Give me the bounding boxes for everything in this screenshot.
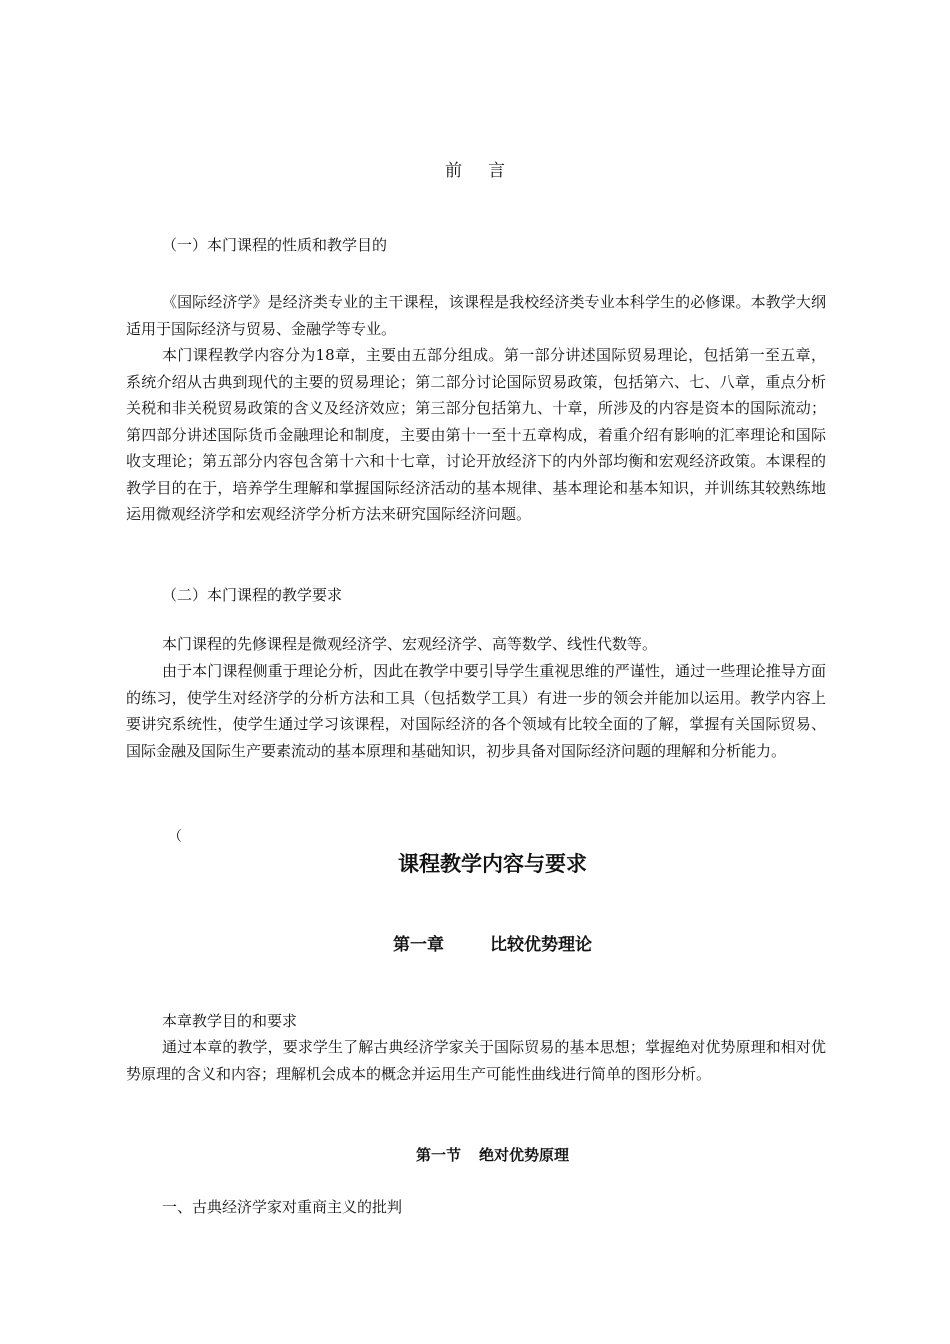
section-name: 绝对优势原理 [479, 1146, 570, 1164]
stray-parenthesis: （ [168, 829, 182, 845]
preface-title-part1: 前 [445, 161, 462, 181]
section2-paragraph-2: 由于本门课程侧重于理论分析，因此在教学中要引导学生重视思维的严谨性，通过一些理论推导方面的练习，使学生对经济学的分析方法和工具（包括数学工具）有进一步的领会并能加以运用。教学内容上要讲究系统性，使学生通过学习该课程，对国际经济的各个领域有比较全面的了解，掌握有关国际贸易、国际金融及国际生产要素流动的基本原理和基础知识，初步具备对国际经济问题的理解和分析能力。 [126, 662, 826, 760]
section-title [0, 1144, 950, 1165]
main-title: 课程教学内容与要求 [398, 852, 587, 876]
preface-title [0, 156, 950, 181]
chapter-title [0, 930, 950, 955]
section1-paragraph-2: 本门课程教学内容分为18章，主要由五部分组成。第一部分讲述国际贸易理论，包括第一至五章，系统介绍从古典到现代的主要的贸易理论；第二部分讨论国际贸易政策，包括第六、七、八章，重点分析关税和非关税贸易政策的含义及经济效应；第三部分包括第九、十章，所涉及的内容是资本的国际流动；第四部分讲述国际货币金融理论和制度，主要由第十一至十五章构成，着重介绍有影响的汇率理论和国际收支理论；第五部分内容包含第十六和十七章，讨论开放经济下的内外部均衡和宏观经济政策。本课程的教学目的在于，培养学生理解和掌握国际经济活动的基本规律、基本理论和基本知识，并训练其较熟练地运用微观经济学和宏观经济学分析方法来研究国际经济问题。 [126, 346, 826, 523]
chapter-goal-paragraph: 通过本章的教学，要求学生了解古典经济学家关于国际贸易的基本思想；掌握绝对优势原理和相对优势原理的含义和内容；理解机会成本的概念并运用生产可能性曲线进行简单的图形分析。 [126, 1038, 826, 1083]
chapter-goal-heading: 本章教学目的和要求 [162, 1012, 298, 1030]
preface-title-part2: 言 [488, 161, 505, 181]
section1-paragraph-1: 《国际经济学》是经济类专业的主干课程，该课程是我校经济类专业本科学生的必修课。本教学大纲适用于国际经济与贸易、金融学等专业。 [126, 293, 826, 338]
section2-paragraph-1: 本门课程的先修课程是微观经济学、宏观经济学、高等数学、线性代数等。 [162, 635, 658, 653]
section2-heading: （二）本门课程的教学要求 [162, 586, 343, 604]
section-number: 第一节 [415, 1146, 461, 1164]
chapter-number: 第一章 [393, 935, 444, 955]
section1-heading: （一）本门课程的性质和教学目的 [162, 236, 388, 254]
chapter-name: 比较优势理论 [490, 935, 592, 955]
subsection-heading: 一、古典经济学家对重商主义的批判 [162, 1198, 403, 1216]
